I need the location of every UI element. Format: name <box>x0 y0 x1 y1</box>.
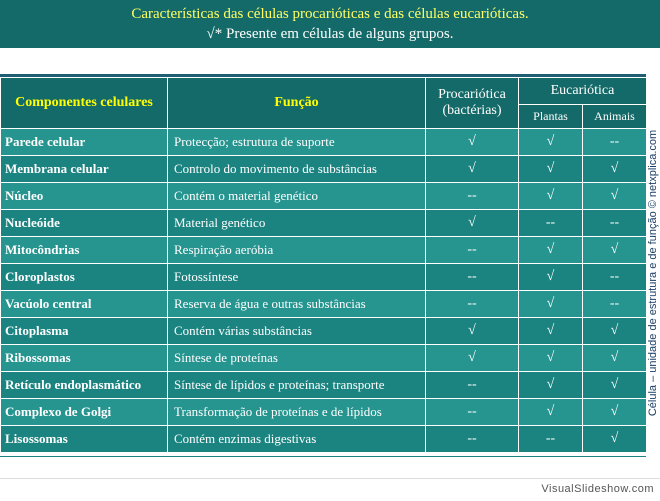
cell-component: Lisossomas <box>1 426 168 453</box>
cell-animals: √ <box>583 372 647 399</box>
cell-plants: √ <box>519 237 583 264</box>
cell-prokaryotic: √ <box>426 345 519 372</box>
cell-plants: √ <box>519 183 583 210</box>
cell-plants: √ <box>519 318 583 345</box>
cell-function: Material genético <box>168 210 426 237</box>
cell-function: Contém o material genético <box>168 183 426 210</box>
footer-bar <box>0 478 660 501</box>
slide-title: Características das células procarióticas e das células eucarióticas. <box>131 6 529 22</box>
header-eukaryotic: Eucariótica <box>519 78 647 105</box>
cell-animals: -- <box>583 129 647 156</box>
cell-prokaryotic: -- <box>426 264 519 291</box>
cell-prokaryotic: √ <box>426 210 519 237</box>
table-row <box>1 426 647 453</box>
cell-function: Contém várias substâncias <box>168 318 426 345</box>
table-row <box>1 183 647 210</box>
cell-animals: -- <box>583 264 647 291</box>
header-components: Componentes celulares <box>1 78 168 129</box>
cell-animals: -- <box>583 210 647 237</box>
cell-prokaryotic: √ <box>426 129 519 156</box>
table-row <box>1 399 647 426</box>
table-row <box>1 291 647 318</box>
side-caption <box>646 110 660 436</box>
cell-prokaryotic: -- <box>426 399 519 426</box>
cell-component: Ribossomas <box>1 345 168 372</box>
table-body <box>1 129 647 453</box>
cell-plants: √ <box>519 399 583 426</box>
footer-watermark: VisualSlideshow.com <box>541 483 654 495</box>
cell-component: Membrana celular <box>1 156 168 183</box>
cell-function: Respiração aeróbia <box>168 237 426 264</box>
cell-prokaryotic: -- <box>426 237 519 264</box>
cell-function: Reserva de água e outras substâncias <box>168 291 426 318</box>
cell-prokaryotic: -- <box>426 372 519 399</box>
cell-animals: √ <box>583 318 647 345</box>
cell-function: Protecção; estrutura de suporte <box>168 129 426 156</box>
cell-animals: √ <box>583 399 647 426</box>
cell-animals: -- <box>583 291 647 318</box>
cell-function: Controlo do movimento de substâncias <box>168 156 426 183</box>
cell-plants: √ <box>519 345 583 372</box>
table-row <box>1 237 647 264</box>
header-prokaryotic: Procariótica (bactérias) <box>426 78 519 129</box>
cell-component: Núcleo <box>1 183 168 210</box>
table-bottom-border <box>0 456 646 457</box>
cell-plants: -- <box>519 426 583 453</box>
cell-animals: √ <box>583 345 647 372</box>
table-row <box>1 318 647 345</box>
slide-subtitle: √* Presente em células de alguns grupos. <box>206 26 454 42</box>
table-row <box>1 345 647 372</box>
table-row <box>1 264 647 291</box>
cell-plants: √ <box>519 372 583 399</box>
cell-component: Vacúolo central <box>1 291 168 318</box>
cell-animals: √ <box>583 156 647 183</box>
cell-function: Síntese de lípidos e proteínas; transporte <box>168 372 426 399</box>
cell-plants: -- <box>519 210 583 237</box>
cell-component: Citoplasma <box>1 318 168 345</box>
cell-component: Mitocôndrias <box>1 237 168 264</box>
table-row <box>1 372 647 399</box>
table-row <box>1 129 647 156</box>
cell-function: Síntese de proteínas <box>168 345 426 372</box>
cell-component: Retículo endoplasmático <box>1 372 168 399</box>
cell-component: Cloroplastos <box>1 264 168 291</box>
cell-function: Fotossíntese <box>168 264 426 291</box>
cell-component: Nucleóide <box>1 210 168 237</box>
table-row <box>1 210 647 237</box>
cell-animals: √ <box>583 183 647 210</box>
cell-function: Contém enzimas digestivas <box>168 426 426 453</box>
slide-header <box>0 0 660 48</box>
cell-prokaryotic: -- <box>426 183 519 210</box>
side-caption-text: Célula – unidade de estrutura e de função © netxplica.com <box>647 129 659 417</box>
cell-animals: √ <box>583 426 647 453</box>
cell-prokaryotic: √ <box>426 318 519 345</box>
header-function: Função <box>168 78 426 129</box>
header-plants: Plantas <box>519 105 583 129</box>
cell-characteristics-table <box>0 77 647 453</box>
cell-plants: √ <box>519 291 583 318</box>
cell-plants: √ <box>519 156 583 183</box>
cell-prokaryotic: -- <box>426 426 519 453</box>
table-row <box>1 156 647 183</box>
cell-component: Complexo de Golgi <box>1 399 168 426</box>
cell-prokaryotic: √ <box>426 156 519 183</box>
cell-plants: √ <box>519 264 583 291</box>
cell-prokaryotic: -- <box>426 291 519 318</box>
header-animals: Animais <box>583 105 647 129</box>
cell-component: Parede celular <box>1 129 168 156</box>
cell-animals: √ <box>583 237 647 264</box>
cell-function: Transformação de proteínas e de lípidos <box>168 399 426 426</box>
cell-plants: √ <box>519 129 583 156</box>
